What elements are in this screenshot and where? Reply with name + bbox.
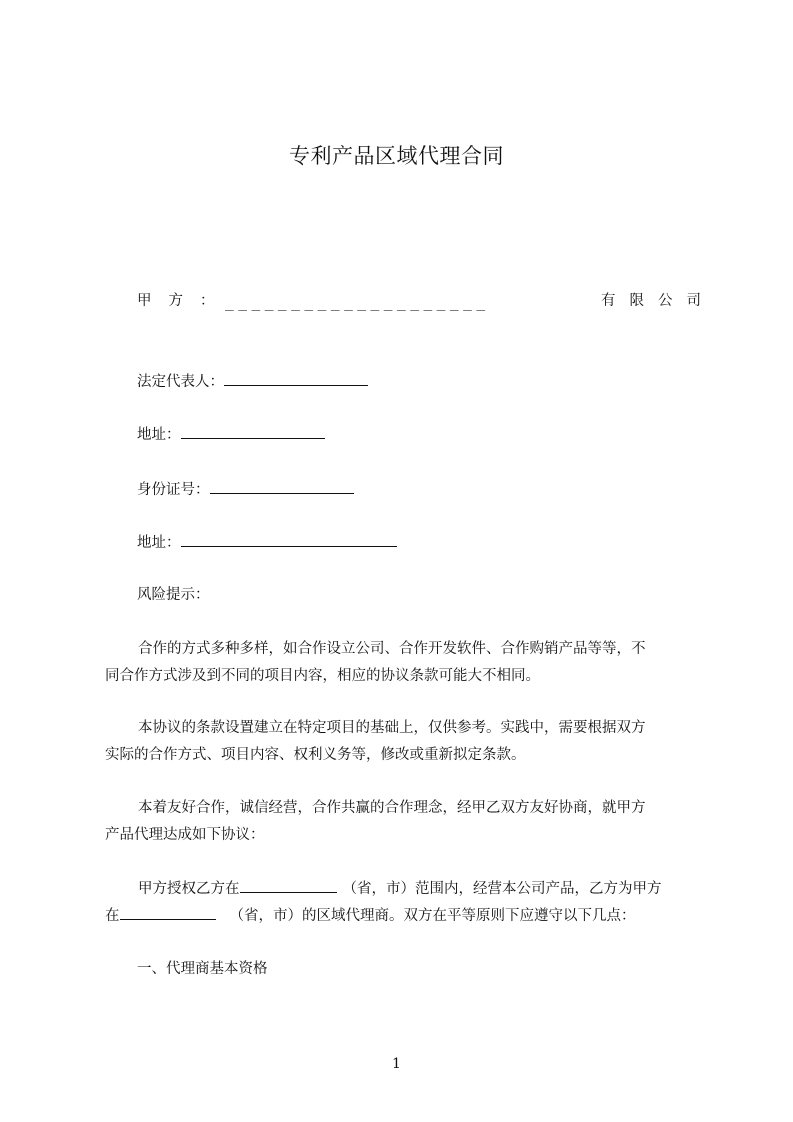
party-a-line <box>137 289 715 313</box>
address2-blank[interactable] <box>181 531 397 547</box>
id-number-label: 身份证号： <box>137 482 210 498</box>
paragraph-1-line-1: 合作的方式多种多样，如合作设立公司、合作开发软件、合作购销产品等等，不 <box>138 641 646 657</box>
party-a-name-blank[interactable]: ____________________ <box>225 295 490 311</box>
section-1-heading: 一、代理商基本资格 <box>137 961 268 977</box>
risk-heading: 风险提示： <box>137 587 210 603</box>
party-a-suffix: 有限公司 <box>601 293 715 309</box>
paragraph-4-line-1 <box>105 877 703 900</box>
address1-blank[interactable] <box>181 423 325 439</box>
paragraph-3-line-2: 产品代理达成如下协议： <box>105 827 265 843</box>
document-title: 专利产品区域代理合同 <box>289 144 504 168</box>
legal-rep-label: 法定代表人： <box>137 374 224 390</box>
address2-label: 地址： <box>137 535 181 551</box>
page-number: 1 <box>392 1056 401 1072</box>
paragraph-2-line-1: 本协议的条款设置建立在特定项目的基础上，仅供参考。实践中，需要根据双方 <box>138 720 646 736</box>
address1-field <box>137 423 325 446</box>
paragraph-4-prefix: 甲方授权乙方在 <box>138 881 240 897</box>
province-city-blank-1[interactable] <box>240 877 337 893</box>
paragraph-4-suffix: （省，市）范围内，经营本公司产品，乙方为甲方 <box>342 881 662 897</box>
legal-rep-field <box>137 370 368 393</box>
province-city-blank-2[interactable] <box>120 904 216 920</box>
paragraph-4-line-2-suffix: （省，市）的区域代理商。双方在平等原则下应遵守以下几点： <box>229 908 636 924</box>
paragraph-4-line-2-prefix: 在 <box>105 908 120 924</box>
address1-label: 地址： <box>137 427 181 443</box>
id-number-field <box>137 478 354 501</box>
paragraph-3-line-1: 本着友好合作，诚信经营，合作共赢的合作理念，经甲乙双方友好协商，就甲方 <box>138 800 646 816</box>
legal-rep-blank[interactable] <box>224 370 368 386</box>
party-a-label: 甲方： <box>137 293 232 309</box>
paragraph-2-line-2: 实际的合作方式、项目内容、权利义务等，修改或重新拟定条款。 <box>105 747 526 763</box>
paragraph-4-line-2 <box>105 904 703 927</box>
id-number-blank[interactable] <box>210 478 354 494</box>
address2-field <box>137 531 397 554</box>
paragraph-1-line-2: 同合作方式涉及到不同的项目内容，相应的协议条款可能大不相同。 <box>105 668 540 684</box>
